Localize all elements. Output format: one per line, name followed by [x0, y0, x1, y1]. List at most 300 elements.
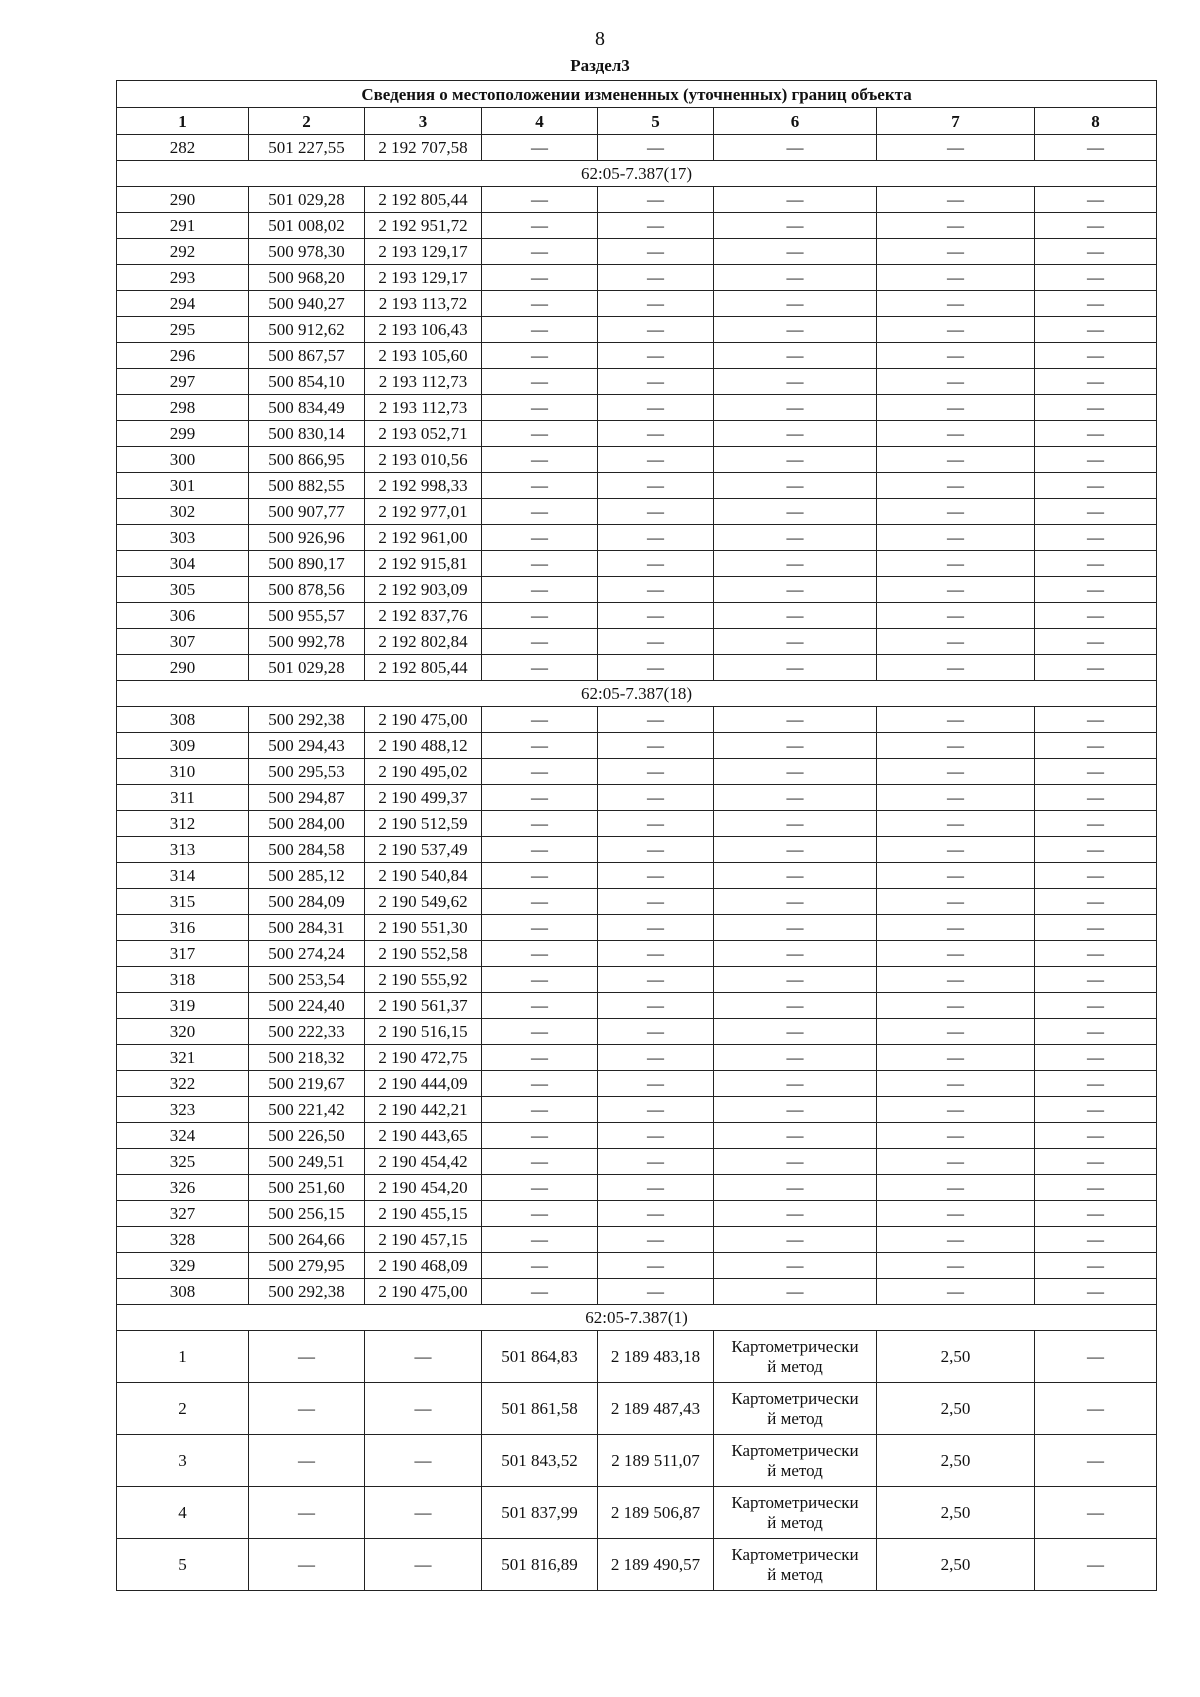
dash-cell: — — [482, 1045, 598, 1071]
y-coordinate-cell: 2 190 540,84 — [365, 863, 482, 889]
dash-cell: — — [249, 1435, 365, 1487]
x-coordinate-cell: 501 837,99 — [482, 1487, 598, 1539]
dash-cell: — — [714, 291, 877, 317]
y-coordinate-cell: 2 190 512,59 — [365, 811, 482, 837]
dash-cell: — — [877, 213, 1035, 239]
dash-cell: — — [598, 993, 714, 1019]
dash-cell: — — [1035, 1331, 1157, 1383]
dash-cell: — — [482, 265, 598, 291]
y-coordinate-cell: 2 190 455,15 — [365, 1201, 482, 1227]
dash-cell: — — [1035, 473, 1157, 499]
x-coordinate-cell: 500 295,53 — [249, 759, 365, 785]
x-coordinate-cell: 501 864,83 — [482, 1331, 598, 1383]
dash-cell: — — [482, 187, 598, 213]
group-label: 62:05-7.387(17) — [117, 161, 1157, 187]
dash-cell: — — [482, 135, 598, 161]
x-coordinate-cell: 500 284,58 — [249, 837, 365, 863]
x-coordinate-cell: 500 830,14 — [249, 421, 365, 447]
dash-cell: — — [714, 993, 877, 1019]
y-coordinate-cell: 2 189 506,87 — [598, 1487, 714, 1539]
dash-cell: — — [714, 837, 877, 863]
point-number-cell: 298 — [117, 395, 249, 421]
x-coordinate-cell: 500 992,78 — [249, 629, 365, 655]
method-line: Картометрически — [731, 1440, 859, 1460]
dash-cell: — — [365, 1435, 482, 1487]
dash-cell: — — [482, 395, 598, 421]
point-number-cell: 307 — [117, 629, 249, 655]
dash-cell: — — [1035, 1539, 1157, 1591]
dash-cell: — — [877, 1175, 1035, 1201]
dash-cell: — — [877, 395, 1035, 421]
dash-cell: — — [877, 265, 1035, 291]
table-row — [117, 473, 1157, 499]
column-header: 6 — [714, 108, 877, 135]
x-coordinate-cell: 500 284,31 — [249, 915, 365, 941]
x-coordinate-cell: 501 008,02 — [249, 213, 365, 239]
dash-cell: — — [598, 707, 714, 733]
method-cell — [714, 1435, 877, 1487]
dash-cell: — — [714, 187, 877, 213]
point-number-cell: 318 — [117, 967, 249, 993]
dash-cell: — — [877, 1253, 1035, 1279]
dash-cell: — — [598, 1227, 714, 1253]
y-coordinate-cell: 2 190 442,21 — [365, 1097, 482, 1123]
point-number-cell: 302 — [117, 499, 249, 525]
dash-cell: — — [482, 967, 598, 993]
dash-cell: — — [877, 525, 1035, 551]
dash-cell: — — [598, 473, 714, 499]
dash-cell: — — [598, 1253, 714, 1279]
dash-cell: — — [714, 395, 877, 421]
accuracy-cell: 2,50 — [877, 1435, 1035, 1487]
dash-cell: — — [1035, 447, 1157, 473]
table-row — [117, 1435, 1157, 1487]
dash-cell: — — [714, 629, 877, 655]
point-number-cell: 297 — [117, 369, 249, 395]
y-coordinate-cell: 2 190 551,30 — [365, 915, 482, 941]
dash-cell: — — [365, 1539, 482, 1591]
table-body — [117, 135, 1157, 1591]
group-header-row — [117, 161, 1157, 187]
dash-cell: — — [598, 239, 714, 265]
dash-cell: — — [877, 499, 1035, 525]
dash-cell: — — [598, 551, 714, 577]
y-coordinate-cell: 2 193 113,72 — [365, 291, 482, 317]
dash-cell: — — [598, 135, 714, 161]
group-label: 62:05-7.387(1) — [117, 1305, 1157, 1331]
point-number-cell: 312 — [117, 811, 249, 837]
x-coordinate-cell: 500 253,54 — [249, 967, 365, 993]
dash-cell: — — [714, 941, 877, 967]
dash-cell: — — [482, 1123, 598, 1149]
dash-cell: — — [1035, 967, 1157, 993]
y-coordinate-cell: 2 190 555,92 — [365, 967, 482, 993]
point-number-cell: 322 — [117, 1071, 249, 1097]
dash-cell: — — [1035, 1383, 1157, 1435]
dash-cell: — — [1035, 759, 1157, 785]
dash-cell: — — [714, 1253, 877, 1279]
dash-cell: — — [482, 1279, 598, 1305]
dash-cell: — — [714, 811, 877, 837]
dash-cell: — — [877, 785, 1035, 811]
x-coordinate-cell: 500 968,20 — [249, 265, 365, 291]
dash-cell: — — [714, 551, 877, 577]
dash-cell: — — [482, 525, 598, 551]
x-coordinate-cell: 501 029,28 — [249, 655, 365, 681]
table-row — [117, 343, 1157, 369]
dash-cell: — — [482, 733, 598, 759]
y-coordinate-cell: 2 190 468,09 — [365, 1253, 482, 1279]
dash-cell: — — [1035, 239, 1157, 265]
dash-cell: — — [598, 369, 714, 395]
y-coordinate-cell: 2 190 488,12 — [365, 733, 482, 759]
x-coordinate-cell: 500 955,57 — [249, 603, 365, 629]
dash-cell: — — [482, 1227, 598, 1253]
point-number-cell: 313 — [117, 837, 249, 863]
dash-cell: — — [877, 863, 1035, 889]
dash-cell: — — [598, 915, 714, 941]
dash-cell: — — [714, 1097, 877, 1123]
x-coordinate-cell: 500 890,17 — [249, 551, 365, 577]
x-coordinate-cell: 501 843,52 — [482, 1435, 598, 1487]
dash-cell: — — [877, 1279, 1035, 1305]
point-number-cell: 328 — [117, 1227, 249, 1253]
dash-cell: — — [598, 863, 714, 889]
table-row — [117, 395, 1157, 421]
dash-cell: — — [714, 135, 877, 161]
dash-cell: — — [714, 1201, 877, 1227]
dash-cell: — — [1035, 811, 1157, 837]
dash-cell: — — [877, 733, 1035, 759]
y-coordinate-cell: 2 193 129,17 — [365, 239, 482, 265]
y-coordinate-cell: 2 193 105,60 — [365, 343, 482, 369]
dash-cell: — — [714, 603, 877, 629]
dash-cell: — — [877, 473, 1035, 499]
group-label: 62:05-7.387(18) — [117, 681, 1157, 707]
x-coordinate-cell: 500 294,87 — [249, 785, 365, 811]
point-number-cell: 301 — [117, 473, 249, 499]
method-cell — [714, 1539, 877, 1591]
dash-cell: — — [598, 525, 714, 551]
point-number-cell: 300 — [117, 447, 249, 473]
dash-cell: — — [877, 707, 1035, 733]
y-coordinate-cell: 2 189 483,18 — [598, 1331, 714, 1383]
column-header: 7 — [877, 108, 1035, 135]
y-coordinate-cell: 2 190 537,49 — [365, 837, 482, 863]
table-row — [117, 1019, 1157, 1045]
table-row — [117, 1149, 1157, 1175]
dash-cell: — — [1035, 343, 1157, 369]
dash-cell: — — [1035, 1045, 1157, 1071]
table-row — [117, 785, 1157, 811]
table-row — [117, 967, 1157, 993]
y-coordinate-cell: 2 190 475,00 — [365, 707, 482, 733]
dash-cell: — — [482, 889, 598, 915]
dash-cell: — — [598, 941, 714, 967]
dash-cell: — — [714, 525, 877, 551]
dash-cell: — — [1035, 1175, 1157, 1201]
point-number-cell: 316 — [117, 915, 249, 941]
y-coordinate-cell: 2 190 561,37 — [365, 993, 482, 1019]
table-row — [117, 1487, 1157, 1539]
dash-cell: — — [598, 265, 714, 291]
dash-cell: — — [877, 551, 1035, 577]
table-row — [117, 603, 1157, 629]
dash-cell: — — [598, 343, 714, 369]
dash-cell: — — [714, 967, 877, 993]
dash-cell: — — [714, 1149, 877, 1175]
dash-cell: — — [877, 1201, 1035, 1227]
dash-cell: — — [877, 239, 1035, 265]
dash-cell: — — [714, 1123, 877, 1149]
dash-cell: — — [714, 499, 877, 525]
dash-cell: — — [714, 655, 877, 681]
dash-cell: — — [1035, 1071, 1157, 1097]
dash-cell: — — [714, 1227, 877, 1253]
y-coordinate-cell: 2 190 499,37 — [365, 785, 482, 811]
table-row — [117, 1227, 1157, 1253]
dash-cell: — — [482, 863, 598, 889]
dash-cell: — — [365, 1487, 482, 1539]
point-number-cell: 305 — [117, 577, 249, 603]
dash-cell: — — [482, 655, 598, 681]
dash-cell: — — [714, 317, 877, 343]
dash-cell: — — [714, 265, 877, 291]
dash-cell: — — [1035, 1149, 1157, 1175]
dash-cell: — — [249, 1331, 365, 1383]
x-coordinate-cell: 500 251,60 — [249, 1175, 365, 1201]
column-header: 5 — [598, 108, 714, 135]
table-row — [117, 837, 1157, 863]
table-row — [117, 1279, 1157, 1305]
y-coordinate-cell: 2 190 475,00 — [365, 1279, 482, 1305]
dash-cell: — — [1035, 1253, 1157, 1279]
method-line: й метод — [767, 1564, 823, 1584]
x-coordinate-cell: 500 264,66 — [249, 1227, 365, 1253]
table-row — [117, 213, 1157, 239]
page-number: 8 — [595, 28, 605, 50]
point-number-cell: 304 — [117, 551, 249, 577]
y-coordinate-cell: 2 190 472,75 — [365, 1045, 482, 1071]
dash-cell: — — [482, 915, 598, 941]
y-coordinate-cell: 2 192 977,01 — [365, 499, 482, 525]
table-row — [117, 1253, 1157, 1279]
dash-cell: — — [1035, 915, 1157, 941]
dash-cell: — — [598, 1175, 714, 1201]
dash-cell: — — [482, 1253, 598, 1279]
table-row — [117, 1175, 1157, 1201]
dash-cell: — — [877, 291, 1035, 317]
method-line: й метод — [767, 1460, 823, 1480]
dash-cell: — — [482, 291, 598, 317]
x-coordinate-cell: 500 249,51 — [249, 1149, 365, 1175]
column-header: 4 — [482, 108, 598, 135]
dash-cell: — — [714, 1071, 877, 1097]
dash-cell: — — [482, 1097, 598, 1123]
dash-cell: — — [1035, 525, 1157, 551]
dash-cell: — — [482, 1071, 598, 1097]
dash-cell: — — [1035, 707, 1157, 733]
table-row — [117, 941, 1157, 967]
table-row — [117, 1201, 1157, 1227]
group-header-row — [117, 1305, 1157, 1331]
dash-cell: — — [1035, 1227, 1157, 1253]
dash-cell: — — [598, 317, 714, 343]
dash-cell: — — [1035, 1097, 1157, 1123]
dash-cell: — — [598, 629, 714, 655]
point-number-cell: 5 — [117, 1539, 249, 1591]
point-number-cell: 1 — [117, 1331, 249, 1383]
dash-cell: — — [877, 1227, 1035, 1253]
point-number-cell: 329 — [117, 1253, 249, 1279]
y-coordinate-cell: 2 190 443,65 — [365, 1123, 482, 1149]
dash-cell: — — [482, 499, 598, 525]
dash-cell: — — [877, 941, 1035, 967]
y-coordinate-cell: 2 190 454,20 — [365, 1175, 482, 1201]
dash-cell: — — [482, 239, 598, 265]
y-coordinate-cell: 2 192 805,44 — [365, 187, 482, 213]
dash-cell: — — [249, 1383, 365, 1435]
dash-cell: — — [877, 1045, 1035, 1071]
table-row — [117, 1071, 1157, 1097]
point-number-cell: 2 — [117, 1383, 249, 1435]
point-number-cell: 309 — [117, 733, 249, 759]
table-row — [117, 863, 1157, 889]
x-coordinate-cell: 500 222,33 — [249, 1019, 365, 1045]
column-header-row — [117, 108, 1157, 135]
x-coordinate-cell: 500 284,00 — [249, 811, 365, 837]
x-coordinate-cell: 501 227,55 — [249, 135, 365, 161]
y-coordinate-cell: 2 192 951,72 — [365, 213, 482, 239]
dash-cell: — — [877, 317, 1035, 343]
dash-cell: — — [877, 421, 1035, 447]
table-row — [117, 1539, 1157, 1591]
dash-cell: — — [249, 1539, 365, 1591]
table-row — [117, 421, 1157, 447]
dash-cell: — — [877, 343, 1035, 369]
x-coordinate-cell: 500 978,30 — [249, 239, 365, 265]
point-number-cell: 317 — [117, 941, 249, 967]
table-row — [117, 915, 1157, 941]
table-row — [117, 1097, 1157, 1123]
dash-cell: — — [1035, 577, 1157, 603]
dash-cell: — — [1035, 317, 1157, 343]
table-row — [117, 135, 1157, 161]
y-coordinate-cell: 2 189 487,43 — [598, 1383, 714, 1435]
table-row — [117, 499, 1157, 525]
accuracy-cell: 2,50 — [877, 1487, 1035, 1539]
point-number-cell: 3 — [117, 1435, 249, 1487]
accuracy-cell: 2,50 — [877, 1331, 1035, 1383]
boundary-table — [116, 80, 1157, 1591]
point-number-cell: 290 — [117, 655, 249, 681]
dash-cell: — — [1035, 1019, 1157, 1045]
x-coordinate-cell: 500 882,55 — [249, 473, 365, 499]
dash-cell: — — [1035, 291, 1157, 317]
dash-cell: — — [714, 889, 877, 915]
dash-cell: — — [598, 187, 714, 213]
dash-cell: — — [598, 1201, 714, 1227]
x-coordinate-cell: 500 219,67 — [249, 1071, 365, 1097]
dash-cell: — — [598, 811, 714, 837]
dash-cell: — — [598, 213, 714, 239]
dash-cell: — — [1035, 1123, 1157, 1149]
point-number-cell: 290 — [117, 187, 249, 213]
table-row — [117, 1383, 1157, 1435]
dash-cell: — — [714, 863, 877, 889]
table-row — [117, 733, 1157, 759]
dash-cell: — — [877, 187, 1035, 213]
group-header-row — [117, 681, 1157, 707]
dash-cell: — — [877, 811, 1035, 837]
dash-cell: — — [482, 941, 598, 967]
x-coordinate-cell: 501 816,89 — [482, 1539, 598, 1591]
y-coordinate-cell: 2 190 454,42 — [365, 1149, 482, 1175]
dash-cell: — — [877, 889, 1035, 915]
point-number-cell: 291 — [117, 213, 249, 239]
method-cell — [714, 1487, 877, 1539]
dash-cell: — — [877, 1019, 1035, 1045]
point-number-cell: 308 — [117, 1279, 249, 1305]
dash-cell: — — [714, 915, 877, 941]
dash-cell: — — [598, 447, 714, 473]
dash-cell: — — [482, 473, 598, 499]
dash-cell: — — [1035, 889, 1157, 915]
y-coordinate-cell: 2 193 052,71 — [365, 421, 482, 447]
point-number-cell: 319 — [117, 993, 249, 1019]
x-coordinate-cell: 500 940,27 — [249, 291, 365, 317]
x-coordinate-cell: 501 029,28 — [249, 187, 365, 213]
table-row — [117, 655, 1157, 681]
table-row — [117, 811, 1157, 837]
dash-cell: — — [877, 759, 1035, 785]
dash-cell: — — [877, 629, 1035, 655]
table-row — [117, 993, 1157, 1019]
dash-cell: — — [877, 993, 1035, 1019]
accuracy-cell: 2,50 — [877, 1539, 1035, 1591]
dash-cell: — — [482, 707, 598, 733]
dash-cell: — — [482, 551, 598, 577]
column-header: 8 — [1035, 108, 1157, 135]
x-coordinate-cell: 500 256,15 — [249, 1201, 365, 1227]
y-coordinate-cell: 2 192 837,76 — [365, 603, 482, 629]
x-coordinate-cell: 500 279,95 — [249, 1253, 365, 1279]
y-coordinate-cell: 2 192 707,58 — [365, 135, 482, 161]
dash-cell: — — [877, 447, 1035, 473]
x-coordinate-cell: 500 854,10 — [249, 369, 365, 395]
y-coordinate-cell: 2 193 106,43 — [365, 317, 482, 343]
y-coordinate-cell: 2 192 998,33 — [365, 473, 482, 499]
dash-cell: — — [482, 213, 598, 239]
column-header: 1 — [117, 108, 249, 135]
point-number-cell: 324 — [117, 1123, 249, 1149]
column-header: 2 — [249, 108, 365, 135]
dash-cell: — — [598, 421, 714, 447]
y-coordinate-cell: 2 193 112,73 — [365, 369, 482, 395]
point-number-cell: 321 — [117, 1045, 249, 1071]
x-coordinate-cell: 500 292,38 — [249, 707, 365, 733]
dash-cell: — — [714, 759, 877, 785]
dash-cell: — — [482, 603, 598, 629]
dash-cell: — — [598, 1149, 714, 1175]
y-coordinate-cell: 2 190 457,15 — [365, 1227, 482, 1253]
x-coordinate-cell: 500 284,09 — [249, 889, 365, 915]
dash-cell: — — [482, 811, 598, 837]
dash-cell: — — [482, 1019, 598, 1045]
y-coordinate-cell: 2 192 805,44 — [365, 655, 482, 681]
method-line: й метод — [767, 1408, 823, 1428]
table-row — [117, 291, 1157, 317]
